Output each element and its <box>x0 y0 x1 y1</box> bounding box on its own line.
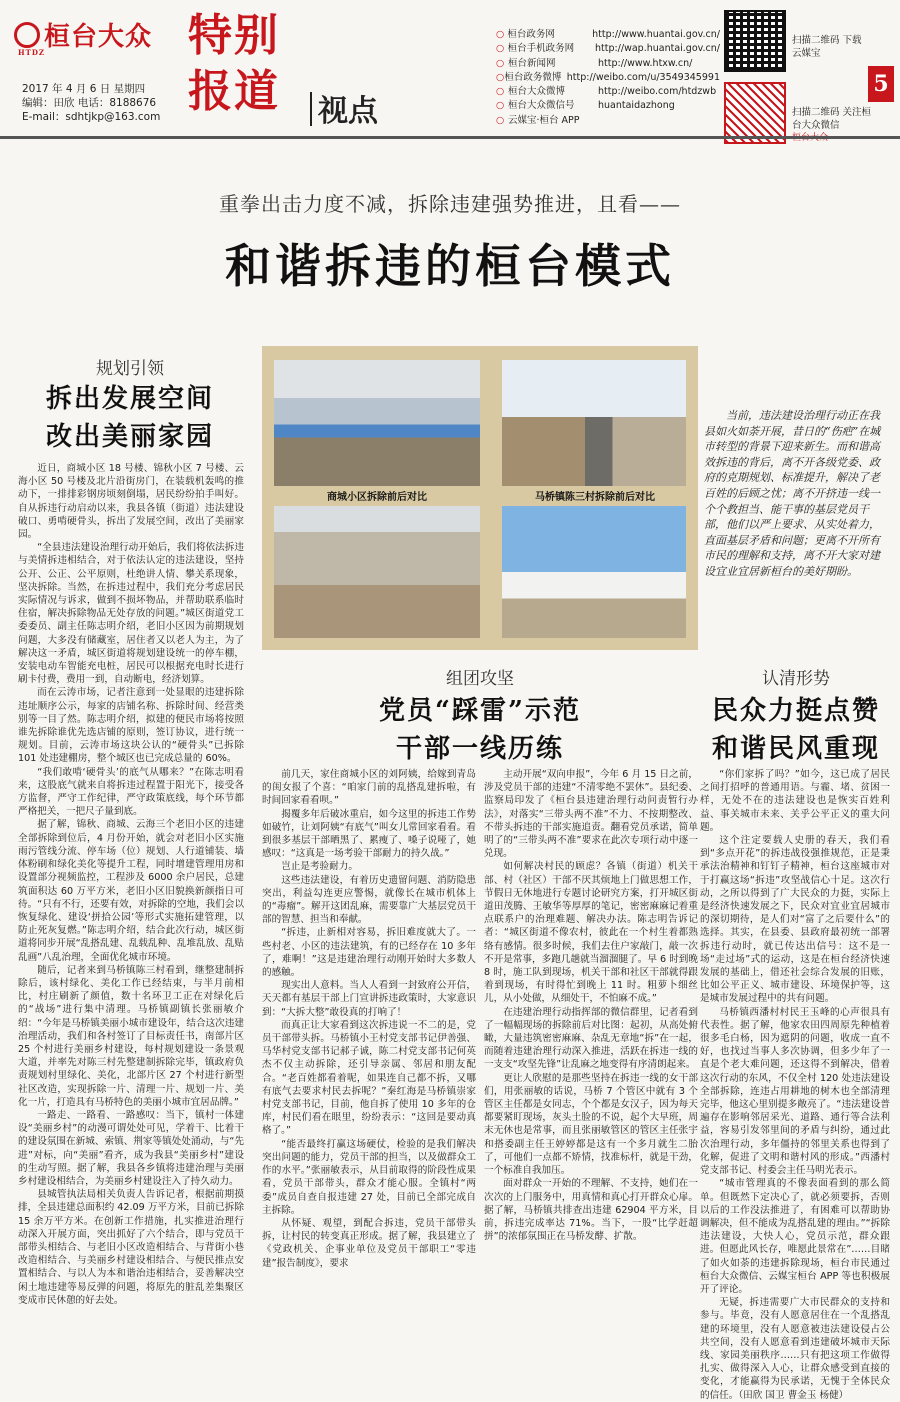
qr1-caption: 扫描二维码 下载云媒宝 <box>792 35 862 59</box>
newspaper-logo <box>14 16 164 60</box>
paragraph: “我们敢啃‘硬骨头’的底气从哪来？”在陈志明看来，这股底气就来自将拆违过程置于阳光下，接受各方监督，严守工作纪律，严守政策底线，每个环节都严格把关，一把尺子量到底。 <box>18 766 244 818</box>
title-line: 干部一线历练 <box>395 734 564 764</box>
bullet-icon: ○ <box>496 86 505 98</box>
paragraph: 而在云涛市场，记者注意到一处显眼的违建拆除违址顺序公示，每家的店铺名称、拆除时间、经营类别等一目了然。陈志明介绍，拟建的便民市场将按照谁先拆除谁优先选店铺的原则，签订协议，进行统一规划。目前，云涛市场这块公认的“硬骨头”已拆除 101 处违建棚房，整个城区也已完成总量的 60%。 <box>18 687 244 765</box>
logo-mark-icon <box>14 22 40 48</box>
photo-shangcheng-before <box>274 360 480 486</box>
media-site-name: 桓台手机政务网 <box>507 43 575 55</box>
article-intro: 当前，违法建设治理行动正在我县如火如荼开展，昔日的“伤疤”在城市转型的背景下迎来新生。而和谐高效拆违的背后，离不开各级党委、政府的克期规划、标准提升，解决了老百姓的后顾之忧；离不开挤违一线一个个教担当、能干事的基层党员干部，他们以严上要求、从实处着力，直面基层矛盾和问题；更离不开所有市民的理解和支持，离不开大家对建设宜业宜居新桓台的美好期盼。 <box>704 409 881 578</box>
paragraph: 近日，商城小区 18 号楼、锦秋小区 7 号楼、云海小区 50 号楼及北片沿街房门，在装载机轰鸣的推动下，一排排彩钢房顷刻倒塌，居民纷纷拍手叫好。自从拆违行动启动以来，我县各镇（街道）违法建设破口、勇啃硬骨头，拆出了发展空间，改出了美丽家园。 <box>18 463 244 541</box>
middle-column-body-2 <box>484 768 698 1358</box>
bullet-icon: ○ <box>496 43 505 55</box>
left-column-subhead: 规划引领 <box>96 359 164 379</box>
middle-column-body-1 <box>262 768 476 1358</box>
media-site-url[interactable]: http://wap.huantai.gov.cn/ <box>594 43 720 55</box>
title-line: 民众力挺点赞 <box>711 696 880 726</box>
paragraph: 岂止是考验耐力。 <box>281 861 358 873</box>
media-site-url[interactable]: http://www.htxw.cn/ <box>598 57 693 69</box>
paragraph: 这个注定要载人史册的春天，我们看到“多点开花”的拆违战役强推规范，正是秉承法治精神和钉钉子精神，桓台这座城市对于打赢这场“拆违”攻坚战信心十足。这次行动，之所以得到了广大民众的力挺，实际上是经济快速发展之下，民众对宜业宜居城市的深切期待，是人们对“富了之后要什么”的选择。其实，在县委、县政府最初统一部署拆违行动时，就已传达出信号：这不是一场“走过场”式的运动，这是在桓台经济快速发展的基础上，借还社会综合发展的旧账，比如公平正义、城市建设、环境保护等，这是城市发展过程中的共有问题。 <box>700 835 890 1005</box>
paragraph: 马桥镇西潘村村民王玉峰的心声很具有代表性。据了解，他家农田四周原先种植着很多毛白杨，因为遮阴的问题，收成一直不好，也找过当事人多次协调，但多少年了一直是个老大难问题，还这得不到解决，借着这次行动的东风，不仅全村 120 处违法建设全部拆除，连违占用耕地的树木也全部清理完毕，他这心里别提多敞亮了。“违法建设普遍存在影响邻居采光、道路、通行等合法利益，容易引发邻里间的矛盾与纠纷，通过此次治理行动，多年僵持的邻里关系也得到了化解，促进了文明和谐村风的形成。”西潘村党支部书记、村委会主任马明光表示。 <box>700 1006 890 1177</box>
paragraph: “能否最终打赢这场硬仗，检验的是我们解决突出问题的能力，党员干部的担当，以及做群众工作的水平。”张丽敏表示，从目前取得的阶段性成果看，党员干部带头，群众才能心服。全镇村“两委”成员自查自报违建 27 处，目前已全部完成自主拆除。 <box>262 1138 476 1216</box>
paragraph: 更让人欣慰的是那些坚持在拆违一线的女干部们，用张丽敏的话说，马桥 7 个管区中就有 3 个管区主任都是女同志，个个都是女汉子，因为每天都要紧盯现场，灰头土脸的不说，起个大早班，周末无休也是常事，而且张丽敏管区的管区主任张宇和搭委副主任王婷婷都是这有一个多月就生二胎了，可他们一点都不矫情，找准标杆，就是干劲，一个标准自我加压。 <box>484 1072 698 1177</box>
qr2-caption <box>792 106 878 145</box>
media-site-item[interactable] <box>496 99 720 113</box>
title-line: 改出美丽家园 <box>45 422 214 452</box>
photo-maqiao-before <box>502 360 686 486</box>
media-site-item[interactable] <box>496 42 720 56</box>
article-kicker: 重拳出击力度不减，拆除违建强势推进，且看—— <box>219 192 681 216</box>
media-site-url[interactable]: http://weibo.com/htdzwb <box>598 86 717 98</box>
middle-column-title <box>262 692 698 768</box>
paragraph: 随后，记者来到马桥镇陈三村看到，继整建制拆除后，该村绿化、美化工作已经结束，与半月前相比，村庄刷新了颜值，数十名环卫工正在对绿化后的“战场”进行集中清理。马桥镇副镇长张丽敏介绍：“今年是马桥镇美丽小城市建设年，结合这次违建治理活动，我们和各村签订了目标责任书，南部片区 25 个村进行美丽乡村建设，每村规划建设一条景观大道，并率先对陈三村先整建制拆除完毕，镇政府负责规划村里绿化、美化，北部片区 27 个村进行新型社区改造，实现拆除一片、清理一片、规划一片、美化一片，打造具有马桥特色的美丽小城市宜居品牌。” <box>18 964 244 1108</box>
media-site-item[interactable] <box>496 57 720 71</box>
title-line: 党员“踩雷”示范 <box>379 696 581 726</box>
paragraph: 一路走、一路看、一路感叹：当下，镇村一体建设“美丽乡村”的动漫可谓处处可见，学着干、比着干的建设氛围在新城、索镇、荆家等镇处处涌动，与“先进”对标，向“美丽”看齐，成为我县“美丽乡村”建设的生动写照。据了解，我县各乡镇将违建治理与美丽乡村建设相结合，为美丽乡村建设注入了持久动力。 <box>18 1109 244 1187</box>
paragraph: 在违建治理行动指挥部的微信群里，记者看到了一幅幅现场的拆除前后对比图：起初，从高处俯瞰，大量违筑密密麻麻、杂乱无章地“拆”在一起，而随着违建治理行动深入推进，活跃在拆违一线的一支支“攻坚先锋”让乱麻之地变得有序清朗起来。 <box>484 1006 698 1071</box>
logo-sub: HTDZ <box>18 48 46 57</box>
paragraph: 面对群众一开始的不理解、不支持，她们在一次次的上门服务中，用真情和真心打开群众心扉。据了解，马桥镇共排查出违建 62904 平方米，目前，拆违完成率达 71%。当下，一股“比学赶超拼”的浓郁氛围正在马桥发酵、扩散。 <box>484 1178 698 1243</box>
wechat-qr-code <box>724 82 786 144</box>
issue-date: 2017 年 4 月 6 日 星期四 <box>22 83 146 95</box>
article-headline: 和谐拆违的桓台模式 <box>225 239 675 293</box>
paragraph: 主动开展“双向申报”，今年 6 月 15 日之前，涉及党员干部的违建“不清零绝不罢休”。县纪委、监察局印发了《桓台县违建治理行动问责暂行办法》，对落实“三带头两不准”不力、不按期整改、不带头拆违的干部实施追责。翻看党员承诺，简单明了的“三带头两不准”要求在此次专项行动中逐一兑现。 <box>484 769 698 860</box>
media-site-name: 桓台大众微博 <box>508 86 566 98</box>
media-site-url[interactable]: http://www.huantai.gov.cn/ <box>592 29 720 40</box>
page-number: 5 <box>868 66 894 102</box>
media-site-url[interactable]: huantaidazhong <box>598 100 675 112</box>
paragraph: 而真正让大家看到这次拆违说一不二的是，党员干部带头拆。马桥镇小王村党支部书记伊善强、马华村党支部书记郝子诚，陈二村党支部书记何英杰不仅主动拆除，还引导亲属、邻居和朋友配合。“老百姓都看着呢，如果连自己都不拆，又哪有底气去要求村民去拆呢？”秦红海是马桥镇崇家村党支部书记，目前，他自拆了使用 10 多年的仓库，村民们看在眼里，纷纷表示：“这回是要动真格了。” <box>262 1019 476 1137</box>
paragraph: “城市管理真的不像表面看到的那么简单。但既然下定决心了，就必须要拆，否则以后的工作没法推进了，有困难可以帮助协调解决，但不能成为乱搭乱建的理由。”“拆除违法建设，大快人心，党员示范，群众跟进。但愿此风长存，唯愿此景常在”……目睹了如火如荼的违建拆除现场，桓台市民通过桓台大众微信、云媒宝桓台 APP 等也积极展开了评论。 <box>700 1178 890 1295</box>
bullet-icon: ○ <box>496 114 505 126</box>
media-site-name: 云媒宝·桓台 APP <box>508 114 580 126</box>
media-site-item[interactable] <box>496 85 720 99</box>
media-site-url[interactable]: http://weibo.com/u/3549345991 <box>566 71 720 83</box>
bullet-icon: ○ <box>496 100 505 112</box>
right-column-title <box>704 692 888 768</box>
photo-comparison-block <box>262 346 698 650</box>
paragraph: 现实出人意料。当人人看到一封致府公开信，天天都有基层干部上门宣讲拆违政策时，大家意识到：“大拆大整”敢役真的打响了！ <box>262 980 476 1018</box>
paragraph: 从怀疑、观望，到配合拆违，党员干部带头拆，让村民的转变真正形成。据了解，我县建立了《党政机关、企事业单位及党员干部职工“零违建”报告制度》，要求 <box>262 1217 476 1269</box>
paragraph: “全县违法建设治理行动开始后，我们将依法拆违与美情拆违相结合，对于依法认定的违法建设，坚持公开、公正、公平原则，杜绝讲人情、攀关系现象，坚决拆除。当然，在拆违过程中，我们充分考虑居民实际情况与诉求，做到不损坏物品，并帮助联系临时住宿，解决拆除物品无处存放的问题。”城区街道党工委委员、副主任陈志明介绍，老旧小区因为前期规划问题，大多没有储藏室，居住者又以老人为主，为了解决这一矛盾，城区街道将规划建设统一的停车棚，安装电动车智能充电桩，居民可以根据充电时长进行刷卡付费，费用一到，自动断电，经济划算。 <box>18 542 244 686</box>
title-line-1: 特别 <box>188 10 280 61</box>
bullet-icon: ○ <box>496 57 505 69</box>
paragraph: 揭覆多年后破冰重启，如今这里的拆违工作势如破竹，让刘阿姨“有底气”叫女儿常回家看看。看到很多基层干部晒黑了、累瘦了、嗓子说哑了，她感叹：“这真是一场考验干部耐力的持久战。” <box>262 808 476 860</box>
caption-right: 马桥镇陈三村拆除前后对比 <box>492 488 698 503</box>
media-site-name: 桓台政务微博 <box>504 71 562 83</box>
paragraph: 前几天，家住商城小区的刘阿姨，给嫁到青岛的闺女报了个喜：“咱家门前的乱搭乱建拆啦，有时间回家看看呗。” <box>262 769 476 807</box>
middle-column-subhead: 组团攻坚 <box>446 669 514 689</box>
title-line: 和谐民风重现 <box>711 734 880 764</box>
paragraph: “拆违，止新相对容易，拆旧难度就大了。一些村老、小区的违法建筑，有的已经存在 10 多年了，难啊！”这是违建治理行动刚开始时大多数人的感触。 <box>262 927 476 979</box>
masthead <box>0 0 900 140</box>
section-name: 视点 <box>318 86 378 130</box>
right-column-subhead: 认清形势 <box>762 669 830 689</box>
right-column-body <box>700 768 890 1401</box>
left-column-body <box>18 462 244 1358</box>
media-site-name: 桓台大众微信号 <box>508 100 575 112</box>
logo-text: 桓台大众 <box>44 22 153 52</box>
media-site-item[interactable] <box>496 28 720 42</box>
title-line: 拆出发展空间 <box>45 384 214 414</box>
editor-line: 编辑：田欣 电话：8188676 <box>22 97 157 109</box>
title-line-2: 报道 <box>188 66 280 117</box>
paragraph: 如何解决村民的顾虑？各镇（街道）机关干部、村（社区）干部不厌其烦地上门做思想工作，节假日无休地进行专题讨论研究方案，打开城区街道田茂腾、王敏华等厚厚的笔记，密密麻麻记着重点联系户的治理难题、解决办法。陈志明告诉记者：“城区街道不像农村，彼此在一个村生着都熟络有感情。很多时候，我们去住户家敲门，敲一次不开是常事，多跑几趟就当溜溜腿了。早 6 时到晚 8 时，施工队到现场，机关干部和社区干部就得跟着到现场，有时得忙到晚上 11 时。粗萝卜细丝儿，从小处做，从细处干，不怕麻不成。” <box>484 861 698 1005</box>
caption-left: 商城小区拆除前后对比 <box>262 488 492 503</box>
media-sites-list <box>496 28 720 128</box>
photo-shangcheng-after <box>274 506 480 638</box>
email-line: E-mail：sdhtjkp@163.com <box>22 111 161 123</box>
publication-info <box>22 82 182 124</box>
media-site-item[interactable] <box>496 114 720 128</box>
section-title <box>188 8 318 132</box>
bullet-icon: ○ <box>496 29 505 40</box>
media-site-name: 桓台新闻网 <box>508 57 556 69</box>
left-column-title <box>20 380 240 456</box>
bullet-icon: ○ <box>496 71 505 83</box>
photo-maqiao-after <box>502 506 686 638</box>
qr2-caption-text: 扫描二维码 关注桓台大众微信 <box>792 107 872 131</box>
masthead-divider <box>0 136 900 139</box>
download-qr-code <box>724 10 786 72</box>
media-site-name: 桓台政务网 <box>507 29 555 40</box>
paragraph: 这些违法建设，有着历史遗留问题、消防隐患突出，利益勾连更应警惕，就像长在城市机体上的“毒瘤”。解开这团乱麻，需要靠广大基层党员干部的智慧、担当和奉献。 <box>262 874 476 926</box>
paragraph: 县城管执法局相关负责人告诉记者，根据前期摸排，全县违建总面积约 42.09 万平方米，目前已拆除 15 余万平方米。在创新工作措施，扎实推进治理行动深入开展方面，突出抓好了六个结合，即与党员干部带头相结合、与老旧小区改造相结合、与背街小巷改造相结合、与美丽乡村建设相结合、与便民推点安置相结合、与以人为本和谐治违相结合，妥善解决空闲土地违建等易反弹的问题，将原先的脏乱差集聚区变成市民休憩的好去处。 <box>18 1189 244 1306</box>
paragraph: 据了解，锦秋、商城、云海三个老旧小区的违建全部拆除到位后，4 月份开始，就会对老旧小区实施雨污管线分流、停车场（位）规划、人行道铺装、墙体粉刷和绿化美化等提升工程，同时增建管理用房和设置部分视频监控，工程涉及 6000 余户居民，总建筑面积达 60 万平方米，老旧小区旧貌换新颜指日可待。“只有不行，还要有效，对拆除的空地，我们会以恢复绿化、建设‘拼拾公园’等形式实施拓建管理，以防止死灰复燃。”陈志明介绍，结合此次行动，城区街道将同步开展“乱搭乱建、乱载乱种、乱堆乱放、乱贴乱画”八乱治理，全面优化城市环境。 <box>18 819 244 963</box>
media-site-item[interactable] <box>496 71 720 85</box>
paragraph: 无疑，拆违需要广大市民群众的支持和参与。毕竟，没有人愿意居住在一个乱搭乱建的环境里，没有人愿意被违法建设侵占公共空间，没有人愿意看到违建破坏城市天际线、家园美丽秩序……只有把这项工作做得扎实、做得深入人心，让群众感受到直接的变化，才能赢得为民承诺，无愧于全体民众的信任。（田欣 国卫 曹金玉 杨健） <box>700 1297 890 1401</box>
paragraph: “你们家拆了吗？”如今，这已成了居民之间打招呼的普通用语。与霾、堵、贫困一样，无处不在的违法建设也是恢实百姓利益、事关城市未来、关乎公平正义的重大问题。 <box>700 769 890 833</box>
